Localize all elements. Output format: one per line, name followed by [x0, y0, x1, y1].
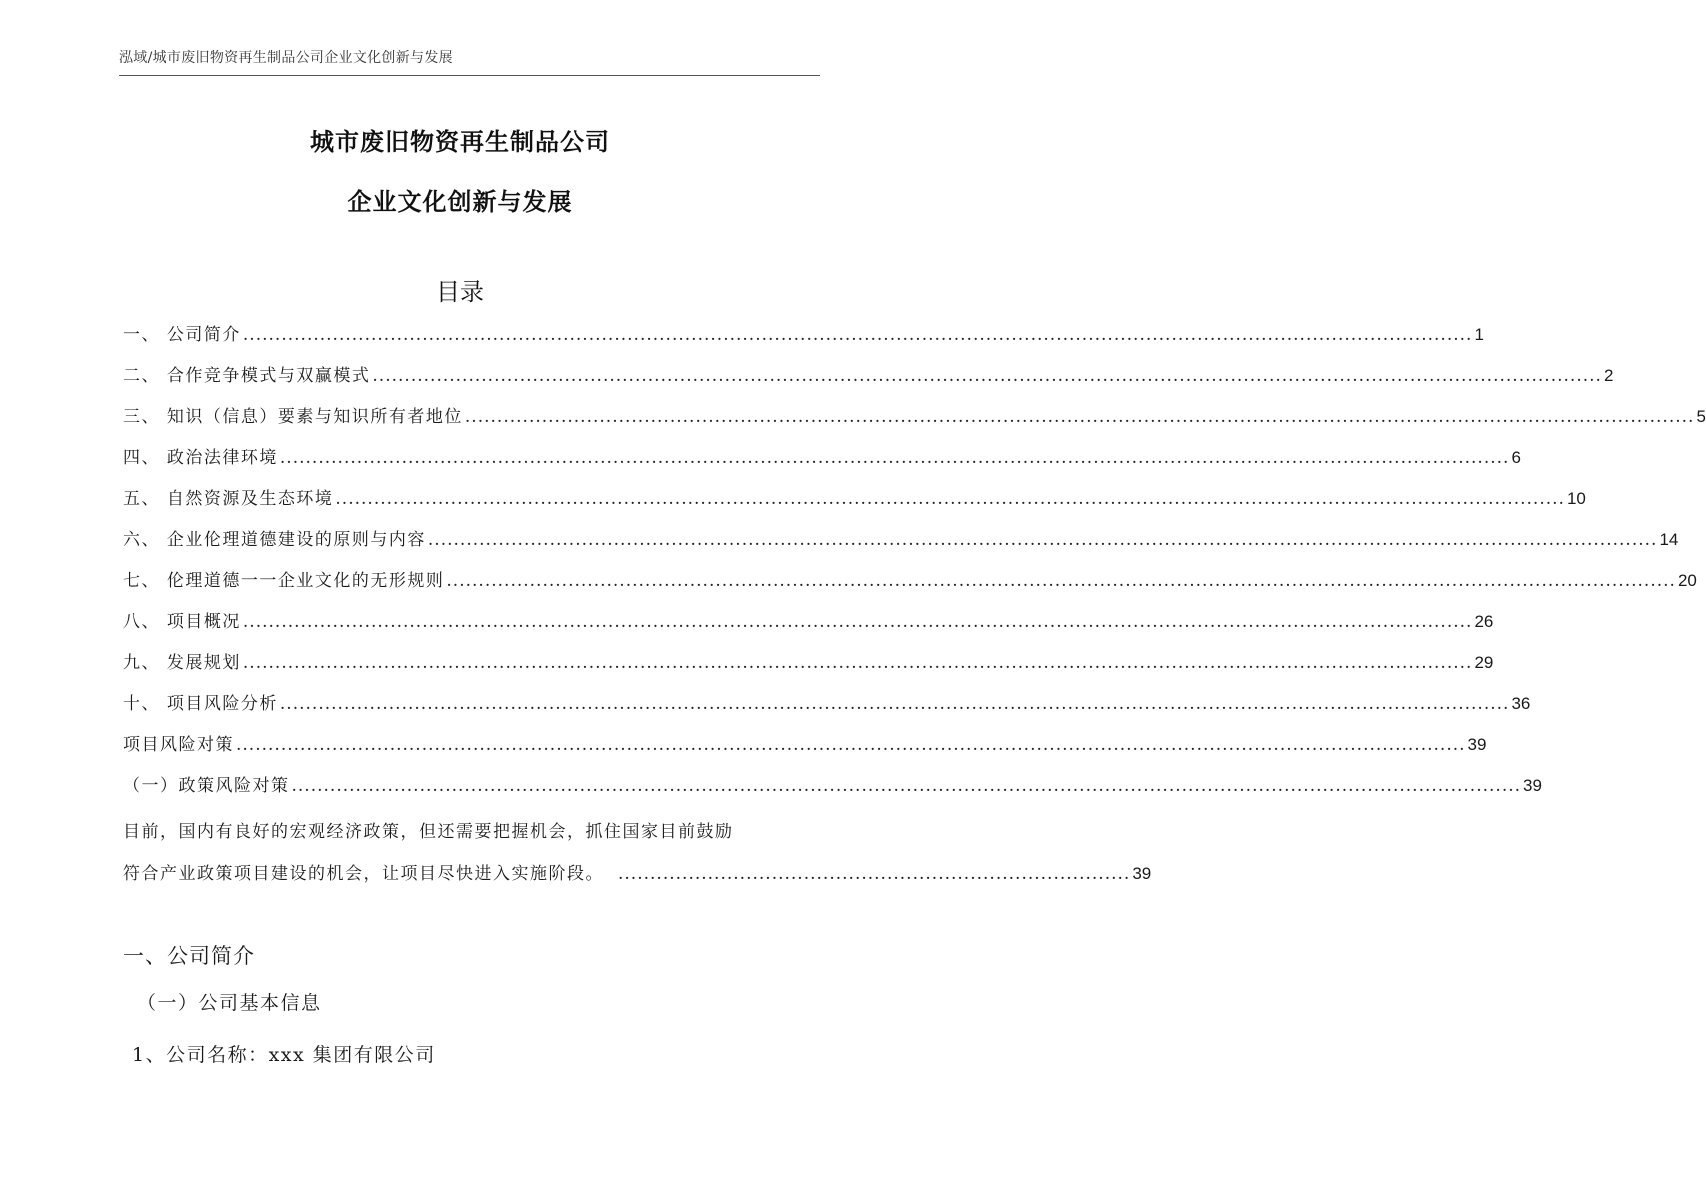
toc-entry-page: 39 — [1132, 864, 1152, 883]
section-heading: 一、公司简介 — [123, 944, 255, 968]
subsection-heading: （一）公司基本信息 — [137, 992, 322, 1014]
toc-entry-label: 九、 发展规划 — [123, 653, 241, 673]
toc-entry-label: 六、 企业伦理道德建设的原则与内容 — [123, 530, 426, 550]
toc-entry-label: 七、 伦理道德一一企业文化的无形规则 — [123, 571, 445, 591]
toc-entry[interactable] — [123, 566, 1697, 607]
toc-entry[interactable] — [123, 402, 1706, 443]
toc-entry-label-line2: 符合产业政策项目建设的机会，让项目尽快进入实施阶段。 — [123, 864, 604, 884]
toc-entry-label: 二、 合作竞争模式与双赢模式 — [123, 366, 371, 386]
toc-entry-page: 29 — [1474, 653, 1494, 672]
toc-entry[interactable] — [123, 689, 1531, 730]
toc-leader-dots: ................................................................................ — [618, 864, 1131, 884]
toc-entry-label: （一）政策风险对策 — [123, 776, 290, 796]
toc-leader-dots — [465, 407, 1695, 427]
toc-entry-label-line1: 目前，国内有良好的宏观经济政策，但还需要把握机会，抓住国家目前鼓励 — [123, 822, 734, 842]
toc-leader-dots — [243, 612, 1473, 632]
toc-leader-dots — [335, 489, 1565, 509]
toc-entry-page: 26 — [1474, 612, 1494, 631]
toc-entry-page: 10 — [1566, 489, 1586, 508]
toc-entry-label: 四、 政治法律环境 — [123, 448, 278, 468]
toc-entry-page: 39 — [1467, 735, 1487, 754]
toc-entry[interactable] — [123, 484, 1586, 525]
toc-entry[interactable] — [123, 648, 1494, 689]
toc-leader-dots — [236, 735, 1466, 755]
toc-leader-dots — [243, 325, 1473, 345]
toc-leader-dots — [428, 530, 1658, 550]
toc-entry-label: 三、 知识（信息）要素与知识所有者地位 — [123, 407, 463, 427]
document-title-line1: 城市废旧物资再生制品公司 — [310, 128, 610, 156]
running-header: 泓域/城市废旧物资再生制品公司企业文化创新与发展 — [119, 47, 820, 76]
toc-entry-page: 2 — [1603, 366, 1614, 385]
toc-entry-page: 36 — [1511, 694, 1531, 713]
toc-heading: 目录 — [436, 278, 484, 306]
toc-entry[interactable] — [123, 361, 1614, 402]
toc-entry-page: 5 — [1696, 407, 1706, 426]
toc-entry-label: 十、 项目风险分析 — [123, 694, 278, 714]
toc-leader-dots — [280, 694, 1510, 714]
toc-leader-dots — [372, 366, 1602, 386]
toc-entry-label: 五、 自然资源及生态环境 — [123, 489, 334, 509]
toc-entry-label: 项目风险对策 — [123, 735, 234, 755]
toc-entry-page: 39 — [1523, 776, 1542, 795]
toc-leader-dots — [243, 653, 1473, 673]
toc-entry[interactable] — [123, 730, 1487, 771]
toc-entry[interactable] — [123, 443, 1521, 484]
toc-leader-dots — [280, 448, 1510, 468]
toc-entry[interactable] — [123, 607, 1494, 648]
toc-entry-page: 20 — [1677, 571, 1697, 590]
toc-entry-label: 一、 公司简介 — [123, 325, 241, 345]
table-of-contents — [123, 320, 1706, 895]
toc-entry-page: 1 — [1474, 325, 1484, 344]
toc-entry[interactable] — [123, 525, 1679, 566]
toc-entry-long[interactable] — [123, 812, 1152, 895]
toc-entry[interactable] — [123, 771, 1542, 812]
toc-entry-page: 14 — [1659, 530, 1679, 549]
toc-leader-dots — [292, 776, 1522, 796]
toc-entry[interactable] — [123, 320, 1484, 361]
company-name-item: 1、公司名称：xxx 集团有限公司 — [132, 1044, 436, 1066]
document-title-line2: 企业文化创新与发展 — [347, 188, 573, 216]
toc-leader-dots — [446, 571, 1676, 591]
toc-entry-page: 6 — [1511, 448, 1521, 467]
toc-entry-label: 八、 项目概况 — [123, 612, 241, 632]
